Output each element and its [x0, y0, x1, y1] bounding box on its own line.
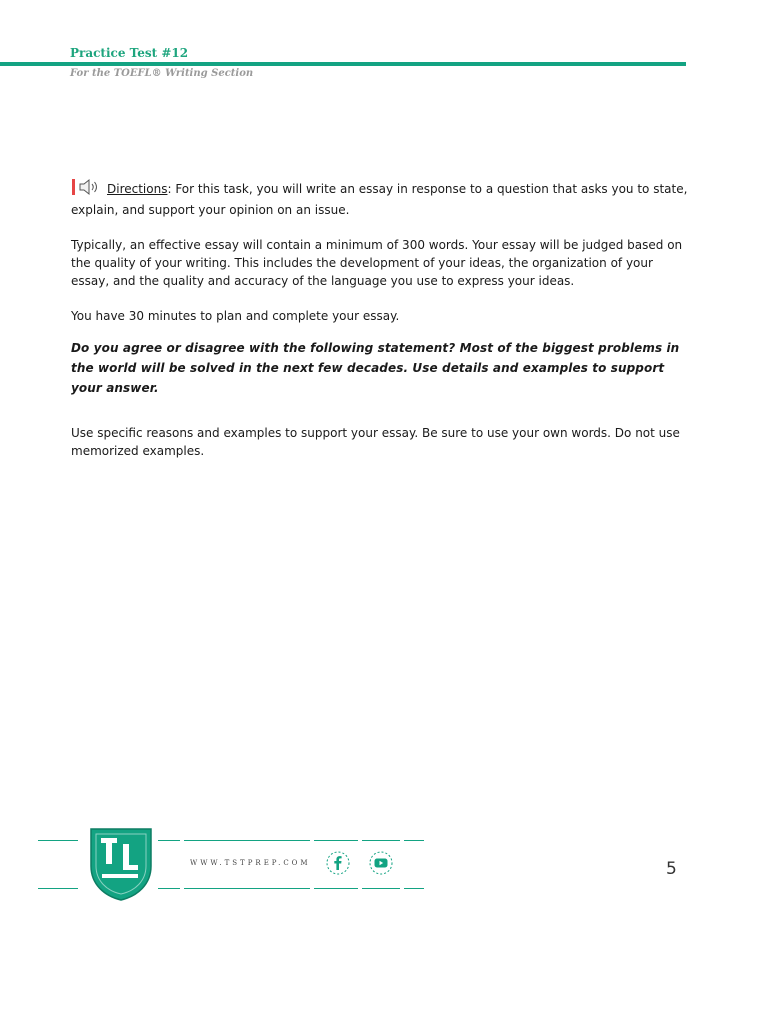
- facebook-icon[interactable]: [325, 850, 351, 876]
- footer-line: [184, 888, 310, 889]
- footer-line: [362, 840, 400, 841]
- footer-line: [38, 840, 78, 841]
- header-divider: [0, 62, 686, 66]
- speaker-icon[interactable]: [71, 178, 103, 201]
- time-limit: You have 30 minutes to plan and complete your essay.: [71, 309, 400, 323]
- task-content: [71, 178, 691, 460]
- footer-line: [404, 840, 424, 841]
- directions-text: : For this task, you will write an essay in response to a question that asks you to state, explain, and support your opinion on an issue.: [71, 182, 688, 217]
- essay-guidelines: Typically, an effective essay will contain a minimum of 300 words. Your essay will be judged based on the quality of your writing. This includes the development of your ideas, the organization of your essay, and the quality and accuracy of the language you use to express your ideas.: [71, 238, 683, 288]
- footer-line: [38, 888, 78, 889]
- header-subtitle: For the TOEFL® Writing Section: [70, 68, 254, 79]
- footer-line: [158, 888, 180, 889]
- footer-line: [314, 888, 358, 889]
- footer-line: [184, 840, 310, 841]
- directions-label: Directions: [107, 182, 168, 196]
- footer-line: [362, 888, 400, 889]
- footer-line: [158, 840, 180, 841]
- page-number: 5: [666, 859, 677, 879]
- header-title: Practice Test #12: [70, 46, 189, 60]
- tst-logo-icon: [88, 826, 154, 902]
- essay-instructions: Use specific reasons and examples to support your essay. Be sure to use your own words. Do not use memorized examples.: [71, 426, 680, 458]
- page-footer: [0, 820, 768, 910]
- essay-prompt: Do you agree or disagree with the following statement? Most of the biggest problems in the world will be solved in the next few decades. Use details and examples to support your answer.: [71, 341, 680, 395]
- directions-paragraph: [71, 178, 691, 219]
- footer-line: [314, 840, 358, 841]
- footer-line: [404, 888, 424, 889]
- youtube-icon[interactable]: [368, 850, 394, 876]
- footer-url[interactable]: WWW.TSTPREP.COM: [190, 859, 311, 867]
